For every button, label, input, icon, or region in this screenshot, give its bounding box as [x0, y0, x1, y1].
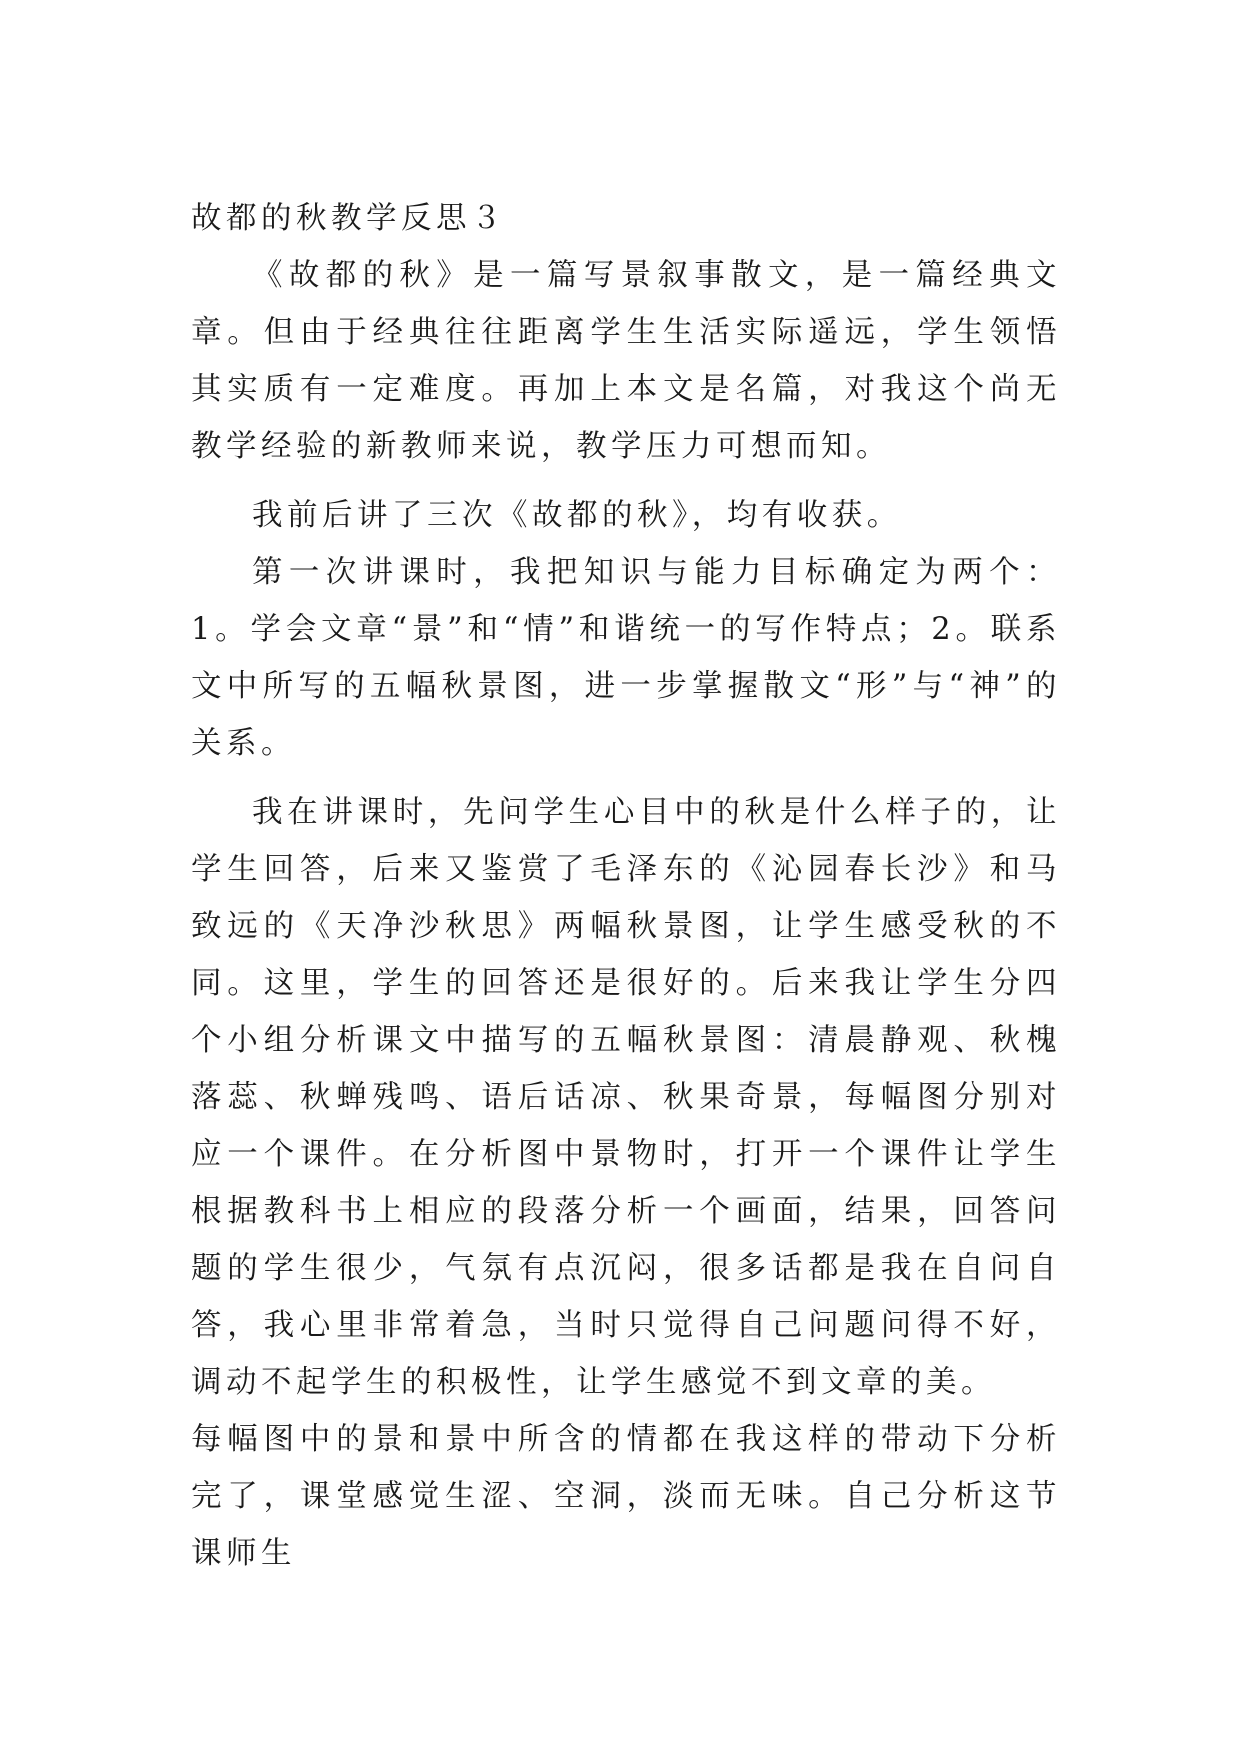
paragraph-first-lesson-goals: 第一次讲课时，我把知识与能力目标确定为两个：1。学会文章“景”和“情”和谐统一的写作特点；2。联系文中所写的五幅秋景图，进一步掌握散文“形”与“神”的关系。: [191, 555, 1061, 761]
paragraph-intro: 《故都的秋》是一篇写景叙事散文，是一篇经典文章。但由于经典往往距离学生生活实际遥远，学生领悟其实质有一定难度。再加上本文是名篇，对我这个尚无教学经验的新教师来说，教学压力可想而知。: [191, 258, 1061, 464]
paragraph-three-lessons: 我前后讲了三次《故都的秋》，均有收获。: [252, 498, 902, 533]
document-title: 故都的秋教学反思３: [191, 201, 506, 236]
paragraph-reflection: 每幅图中的景和景中所含的情都在我这样的带动下分析完了，课堂感觉生涩、空洞，淡而无味。自己分析这节课师生: [191, 1422, 1061, 1571]
paragraph-lesson-process: 我在讲课时，先问学生心目中的秋是什么样子的，让学生回答，后来又鉴赏了毛泽东的《沁园春长沙》和马致远的《天净沙秋思》两幅秋景图，让学生感受秋的不同。这里，学生的回答还是很好的。后来我让学生分四个小组分析课文中描写的五幅秋景图：清晨静观、秋槐落蕊、秋蝉残鸣、语后话凉、秋果奇景，每幅图分别对应一个课件。在分析图中景物时，打开一个课件让学生根据教科书上相应的段落分析一个画面，结果，回答问题的学生很少，气氛有点沉闷，很多话都是我在自问自答，我心里非常着急，当时只觉得自己问题问得不好，调动不起学生的积极性，让学生感觉不到文章的美。: [191, 795, 1061, 1400]
document-body: [191, 190, 1061, 1582]
